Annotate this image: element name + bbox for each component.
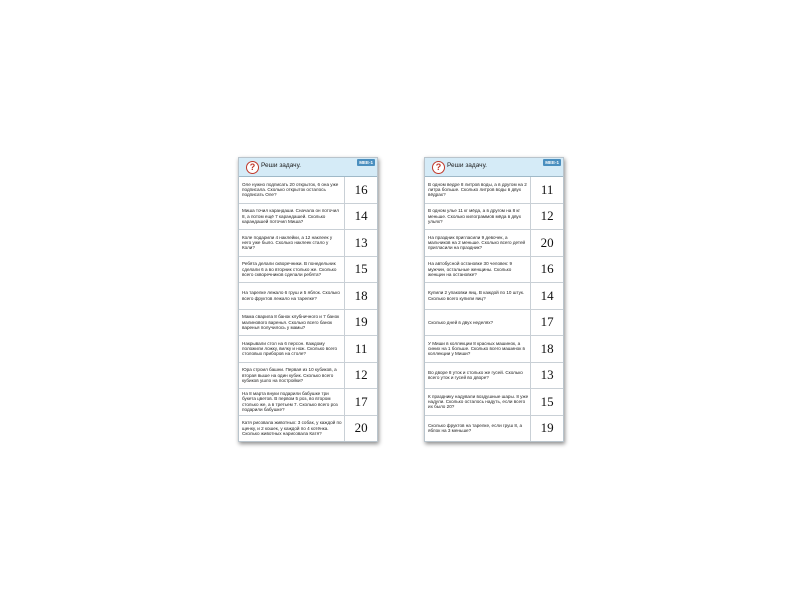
task-answer: 12 xyxy=(530,204,563,230)
task-answer: 14 xyxy=(344,204,377,230)
task-answer: 18 xyxy=(344,283,377,309)
task-answer: 18 xyxy=(530,336,563,362)
card-header xyxy=(239,158,377,177)
task-text: У Миши в коллекции 8 красных машинок, а синих на 1 больше. Сколько всего машинок в коллекции у Миши? xyxy=(428,340,525,357)
task-answer: 20 xyxy=(344,416,377,442)
task-row xyxy=(425,416,563,442)
task-row xyxy=(425,336,563,363)
task-row xyxy=(425,389,563,416)
task-row xyxy=(425,363,563,390)
task-row xyxy=(239,336,377,363)
task-row xyxy=(239,177,377,204)
task-text: На автобусной остановке 30 человек: 9 мужчин, остальные женщины. Сколько женщин на остановке? xyxy=(428,261,513,277)
task-answer: 15 xyxy=(530,389,563,415)
task-text: Мама сварила 8 банок клубничного и 7 банок малинового варенья. Сколько всего банок варенья получилось у мамы? xyxy=(242,314,340,330)
task-text: В одном улье 11 кг мёда, а в другом на 8 кг меньше. Сколько килограммов мёда в двух ульях? xyxy=(428,208,522,224)
card-badge: МЕЕ-1 xyxy=(545,160,559,165)
task-answer: 11 xyxy=(344,336,377,362)
task-row xyxy=(239,230,377,257)
task-text: Накрывали стол на 6 персон. Каждому положили ложку, вилку и нож. Сколько всего столовых приборов на столе? xyxy=(242,340,338,357)
task-text: На 8 марта внуки подарили бабушке три букета цветов. В первом 5 роз, во втором столько же, а в третьем 7. Сколько всего роз подарили бабушке? xyxy=(242,390,338,413)
task-row xyxy=(239,310,377,337)
task-answer: 13 xyxy=(530,363,563,389)
task-row xyxy=(425,177,563,204)
task-answer: 14 xyxy=(530,283,563,309)
task-text: Купили 2 упаковки яиц. В каждой по 10 штук. Сколько всего купили яиц? xyxy=(428,290,525,301)
task-text: К празднику надували воздушные шары. 8 уже надули. Сколько осталось надуть, если всего их было 20? xyxy=(428,393,529,410)
task-text: Коле подарили 4 наклейки, а 12 наклеек у него уже было. Сколько наклеек стало у Коли? xyxy=(242,234,333,251)
task-text: Сколько фруктов на тарелке, если груш 8, а яблок на 3 меньше? xyxy=(428,422,523,434)
task-answer: 12 xyxy=(344,363,377,389)
task-row xyxy=(239,363,377,390)
task-card-right xyxy=(424,157,564,442)
task-text: Во дворе 8 уток и столько же гусей. Сколько всего уток и гусей во дворе? xyxy=(428,369,523,381)
task-row xyxy=(425,230,563,257)
task-row xyxy=(239,389,377,416)
task-text: На праздник пригласили 9 девочек, а мальчиков на 2 меньше. Сколько всего детей пригласили на праздник? xyxy=(428,234,526,251)
task-answer: 13 xyxy=(344,230,377,256)
task-list xyxy=(239,177,377,441)
task-row xyxy=(425,283,563,310)
task-row xyxy=(425,204,563,231)
task-row xyxy=(239,257,377,284)
task-answer: 19 xyxy=(530,416,563,442)
task-row xyxy=(239,283,377,310)
task-answer: 16 xyxy=(530,257,563,283)
task-text: В одном ведре 8 литров воды, а в другом на 2 литра больше. Сколько литров воды в двух вёдрах? xyxy=(428,181,527,198)
task-answer: 17 xyxy=(530,310,563,336)
card-badge: МЕЕ-1 xyxy=(359,160,373,165)
question-icon: ? xyxy=(246,161,259,174)
task-row xyxy=(239,416,377,442)
task-answer: 16 xyxy=(344,177,377,203)
task-text: Миша точил карандаши. Сначала он поточил 8, а потом ещё 7 карандашей. Сколько карандашей поточил Миша? xyxy=(242,208,339,224)
question-icon: ? xyxy=(432,161,445,174)
task-text: На тарелке лежало 6 груш и 5 яблок. Сколько всего фруктов лежало на тарелке? xyxy=(242,290,340,301)
card-title: Реши задачу. xyxy=(447,162,487,169)
task-answer: 19 xyxy=(344,310,377,336)
task-text: Оле нужно подписать 20 открыток, 6 она уже подписала. Сколько открыток осталось подписать Оле? xyxy=(242,181,339,198)
task-text: Сколько дней в двух неделях? xyxy=(428,319,494,325)
task-card-left xyxy=(238,157,378,442)
task-list xyxy=(425,177,563,441)
task-row xyxy=(239,204,377,231)
task-text: Ребята делали скворечники. В понедельник сделали 6 а во вторник столько же. Сколько всего скворечников сделали ребята? xyxy=(242,261,337,277)
task-text: Юра строил башни. Первая из 10 кубиков, а вторая выше на один кубик. Сколько всего кубиков ушло на постройки? xyxy=(242,367,337,383)
task-answer: 11 xyxy=(530,177,563,203)
task-row xyxy=(425,257,563,284)
task-answer: 20 xyxy=(530,230,563,256)
task-text: Катя рисовала животных: 3 собак, у каждой по щенку, и 2 кошек, у каждой по 4 котёнка. Сколько животных нарисовала Катя? xyxy=(242,420,342,436)
card-title: Реши задачу. xyxy=(261,162,301,169)
task-answer: 17 xyxy=(344,389,377,415)
task-answer: 15 xyxy=(344,257,377,283)
card-header xyxy=(425,158,563,177)
task-row xyxy=(425,310,563,337)
